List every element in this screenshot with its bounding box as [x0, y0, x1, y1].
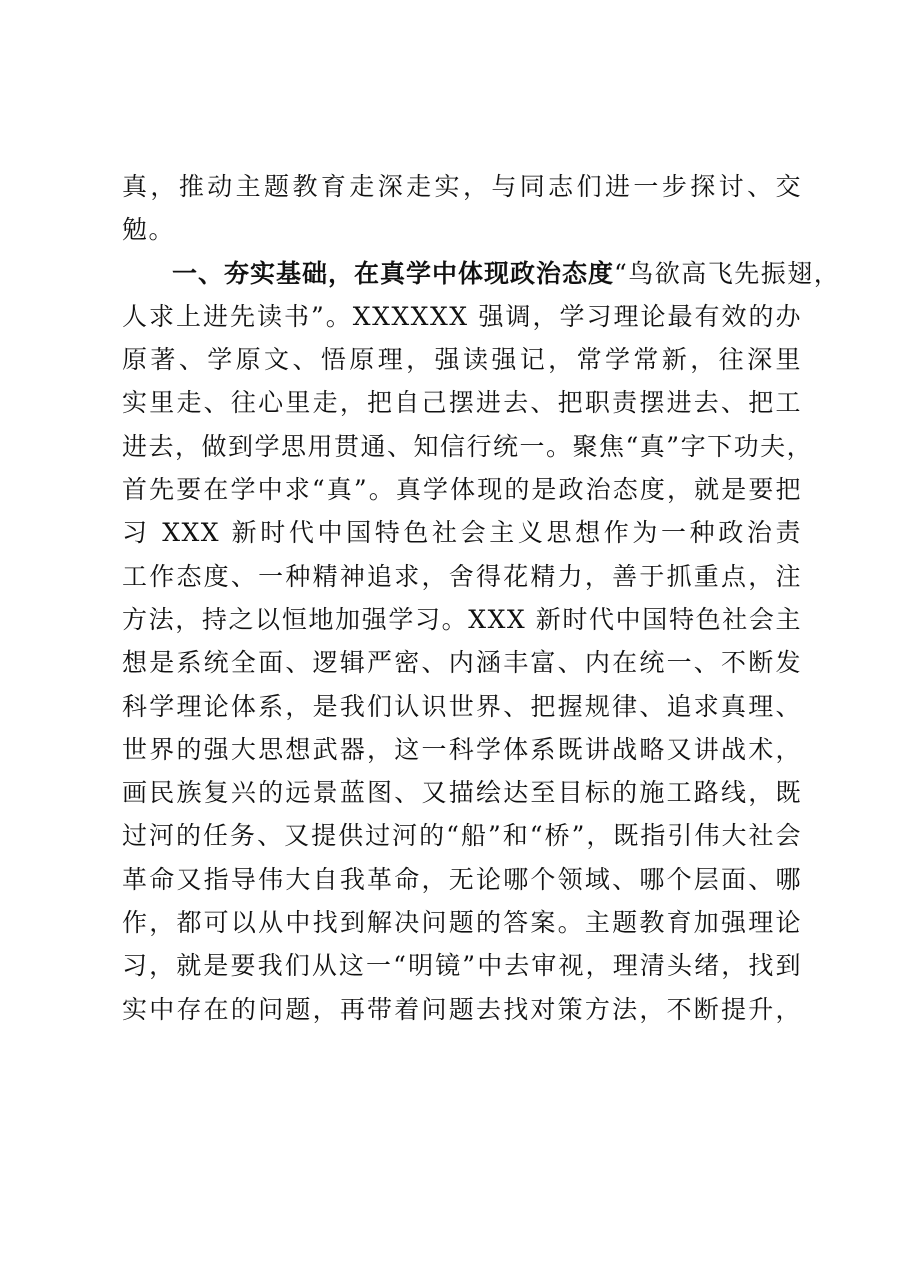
paragraph-line: 过河的任务、又提供过河的“船”和“桥”，既指引伟大社会: [122, 821, 802, 851]
section-1-first-line: [122, 252, 841, 295]
paragraph-line: 习 XXX 新时代中国特色社会主义思想作为一种政治责: [122, 518, 802, 548]
paragraph-line: 原著、学原文、悟原理，强读强记，常学常新，往深里: [122, 345, 802, 375]
paragraph-line: 想是系统全面、逻辑严密、内涵丰富、内在统一、不断发: [122, 648, 802, 678]
document-body: [122, 165, 841, 1031]
paragraph-line: 实中存在的问题，再带着问题去找对策方法，不断提升，: [122, 994, 802, 1024]
paragraph-line: 世界的强大思想武器，这一科学体系既讲战略又讲战术，: [122, 734, 802, 764]
paragraph-line: 方法，持之以恒地加强学习。XXX 新时代中国特色社会主: [122, 604, 802, 634]
paragraph-line: 进去，做到学思用贯通、知信行统一。聚焦“真”字下功夫，: [122, 431, 814, 461]
paragraph-line: 画民族复兴的远景蓝图、又描绘达至目标的施工路线，既: [122, 778, 802, 808]
section-1-first-line-rest: “鸟欲高飞先振翅，: [614, 258, 841, 288]
section-1-heading: 一、夯实基础，在真学中体现政治态度: [172, 258, 615, 288]
paragraph-line: 工作态度、一种精神追求，舍得花精力，善于抓重点，注: [122, 561, 802, 591]
paragraph-line: 科学理论体系，是我们认识世界、把握规律、追求真理、: [122, 691, 802, 721]
intro-line-1: 真，推动主题教育走深走实，与同志们进一步探讨、交: [122, 172, 802, 201]
paragraph-line: 人求上进先读书”。XXXXXX 强调，学习理论最有效的办: [122, 301, 802, 331]
paragraph-line: 习，就是要我们从这一“明镜”中去审视，理清头绪，找到: [122, 951, 802, 981]
paragraph-line: 实里走、往心里走，把自己摆进去、把职责摆进去、把工: [122, 388, 802, 418]
paragraph-line: 作，都可以从中找到解决问题的答案。主题教育加强理论: [122, 908, 802, 938]
intro-line-2: 勉。: [122, 215, 176, 245]
paragraph-line: 革命又指导伟大自我革命，无论哪个领域、哪个层面、哪: [122, 864, 802, 894]
paragraph-line: 首先要在学中求“真”。真学体现的是政治态度，就是要把: [122, 475, 802, 505]
